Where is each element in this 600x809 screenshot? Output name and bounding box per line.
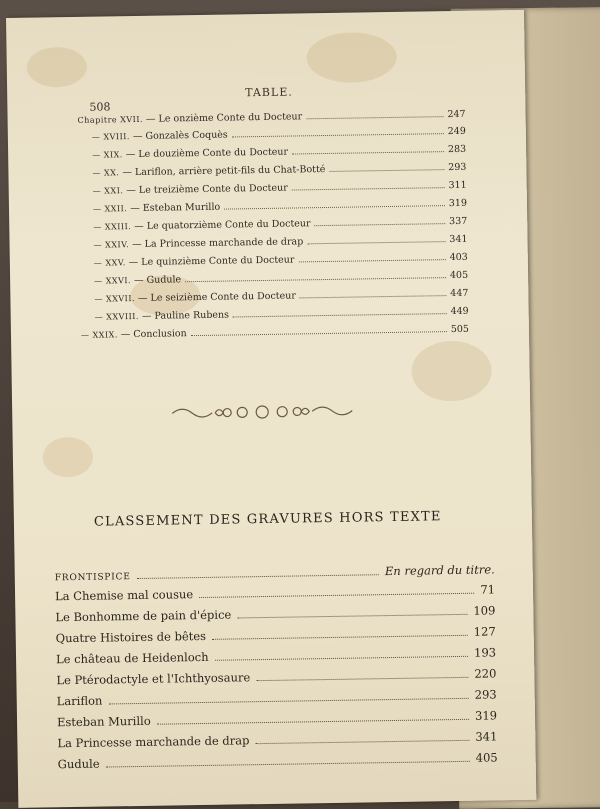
gravure-page: 193 [473, 645, 497, 660]
toc-page: 311 [448, 179, 467, 192]
gravure-label: Esteban Murillo [56, 713, 151, 730]
toc-chapter-num: — XXIX. [80, 330, 118, 340]
gravure-label: Gudule [57, 756, 100, 772]
toc-chapter-title: — Gonzalès Coquès [132, 129, 228, 143]
foxing-spot [306, 32, 397, 83]
toc-page: 319 [448, 197, 468, 210]
table-title: TABLE. [245, 85, 293, 100]
gravure-label: La Princesse marchande de drap [57, 733, 250, 751]
gravure-page: En regard du titre. [384, 562, 495, 579]
foxing-spot [411, 340, 492, 401]
toc-chapter-title: — Gudule [133, 274, 182, 287]
gravure-label: Le Bonhomme de pain d'épice [55, 607, 232, 625]
gravure-page: 405 [475, 750, 498, 765]
dot-leader [256, 677, 468, 681]
dot-leader [329, 169, 444, 172]
dot-leader [191, 331, 447, 336]
toc-chapter-title: — Le seizième Conte du Docteur [137, 290, 296, 304]
foxing-spot [43, 437, 94, 478]
toc-chapter-title: — Le douzième Conte du Docteur [125, 146, 289, 161]
toc-page: 447 [450, 287, 469, 300]
dot-leader [212, 635, 468, 640]
gravure-page: 293 [474, 687, 497, 702]
toc-chapter-title: — Esteban Murillo [130, 201, 221, 215]
toc-page: 405 [449, 269, 469, 282]
toc-page: 403 [449, 251, 468, 264]
dot-leader [106, 761, 470, 768]
toc-page: 249 [447, 125, 466, 138]
toc-chapter-title: — Le onzième Conte du Docteur [145, 111, 303, 125]
toc-chapter-title: — Lariflon, arrière petit-fils du Chat-Botté [122, 164, 326, 179]
dot-leader [315, 223, 446, 226]
toc-page: 293 [448, 161, 467, 174]
toc-chapter-title: — Le treizième Conte du Docteur [126, 182, 288, 197]
toc-chapter-title: — La Princesse marchande de drap [132, 236, 304, 251]
dot-leader [237, 614, 467, 619]
toc-chapter-num: — XXVII. [94, 294, 136, 304]
dot-leader [255, 740, 469, 744]
toc-chapter-title: — Pauline Rubens [141, 309, 230, 322]
toc-page: 337 [449, 215, 468, 228]
gravure-label: Le château de Heidenloch [55, 649, 209, 667]
toc-chapter-num: — XXII. [92, 204, 128, 214]
toc-chapter-num: — XXI. [92, 186, 124, 196]
toc-row [81, 324, 469, 346]
toc-chapter-num: — XXVI. [94, 276, 132, 286]
toc-chapter-title: — Le quinzième Conte du Docteur [128, 254, 295, 269]
toc-chapter-num: — XXIV. [93, 240, 130, 250]
toc-page: 449 [450, 305, 469, 318]
dot-leader [233, 313, 447, 317]
dot-leader [307, 241, 445, 244]
dot-leader [137, 574, 379, 579]
dot-leader [306, 116, 443, 119]
gravures-heading: CLASSEMENT DES GRAVURES HORS TEXTE [93, 509, 442, 530]
toc-page: 247 [447, 108, 466, 121]
toc-chapter-num: — XX. [92, 168, 120, 178]
gravure-label: Le Ptérodactyle et l'Ichthyosaure [56, 670, 251, 688]
dot-leader [300, 295, 446, 298]
gravure-page: 319 [474, 708, 498, 723]
gravure-page: 220 [474, 666, 497, 681]
book-page [6, 10, 536, 808]
dot-leader [292, 151, 444, 154]
dot-leader [199, 593, 474, 598]
gravure-label: FRONTISPICE [54, 572, 131, 584]
dot-leader [298, 259, 445, 262]
dot-leader [232, 133, 444, 137]
toc-chapter-title: — Conclusion [120, 328, 187, 341]
gravure-page: 109 [473, 603, 496, 618]
toc-chapter-num: Chapitre XVII. [77, 114, 144, 125]
gravure-label: Lariflon [56, 693, 103, 709]
dot-leader [292, 187, 445, 190]
gravure-label: La Chemise mal cousue [54, 587, 194, 604]
toc-page: 505 [450, 323, 470, 336]
gravure-page: 341 [475, 729, 498, 744]
toc-page: 341 [449, 233, 468, 246]
dot-leader [185, 277, 446, 282]
dot-leader [157, 719, 469, 725]
dot-leader [215, 656, 469, 661]
toc-chapter-num: — XXV. [93, 258, 126, 268]
toc-chapter-num: — XXIII. [93, 222, 132, 232]
gravure-label: Quatre Histoires de bêtes [55, 628, 207, 646]
toc-chapter-num: — XIX. [92, 150, 123, 160]
toc-chapter-num: — XVIII. [91, 132, 130, 142]
ornament-vignette [167, 401, 357, 424]
page-number: 508 [89, 100, 111, 114]
gravure-page: 71 [480, 582, 496, 597]
toc-chapter-title: — Le quatorzième Conte du Docteur [134, 218, 311, 233]
dot-leader [108, 698, 468, 705]
foxing-spot [26, 47, 87, 88]
toc-chapter-num: — XXVIII. [94, 311, 140, 322]
toc-page: 283 [447, 143, 467, 156]
gravure-page: 127 [473, 624, 496, 639]
dot-leader [224, 205, 445, 209]
